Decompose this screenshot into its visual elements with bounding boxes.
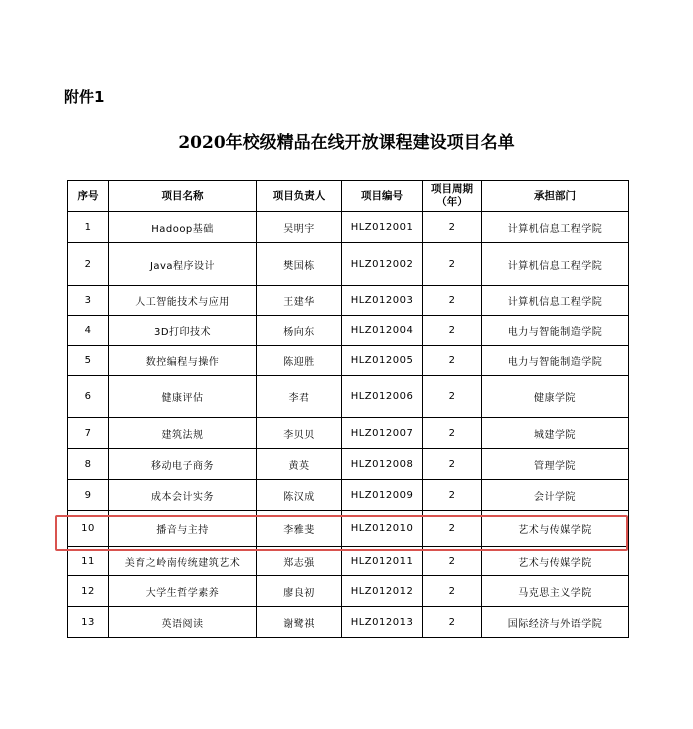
row-leader: 黄英 <box>257 449 342 480</box>
row-period: 2 <box>423 212 482 243</box>
row-project-name: 大学生哲学素养 <box>109 576 257 607</box>
row-project-name: 人工智能技术与应用 <box>109 286 257 316</box>
row-period: 2 <box>423 576 482 607</box>
table-row <box>68 376 629 418</box>
row-department: 会计学院 <box>482 480 629 511</box>
document-title: 2020年校级精品在线开放课程建设项目名单 <box>178 133 515 153</box>
row-department: 电力与智能制造学院 <box>482 346 629 376</box>
row-code: HLZ012013 <box>342 607 423 638</box>
table-row <box>68 576 629 607</box>
row-code: HLZ012006 <box>342 376 423 418</box>
row-project-name: Hadoop基础 <box>109 212 257 243</box>
table-row <box>68 316 629 346</box>
row-index: 5 <box>68 346 109 376</box>
row-code: HLZ012007 <box>342 418 423 449</box>
row-department: 计算机信息工程学院 <box>482 243 629 286</box>
row-leader: 郑志强 <box>257 547 342 576</box>
row-index: 7 <box>68 418 109 449</box>
row-index: 2 <box>68 243 109 286</box>
row-project-name: 健康评估 <box>109 376 257 418</box>
row-project-name: Java程序设计 <box>109 243 257 286</box>
row-code: HLZ012011 <box>342 547 423 576</box>
row-leader: 王建华 <box>257 286 342 316</box>
row-department: 马克思主义学院 <box>482 576 629 607</box>
row-period: 2 <box>423 376 482 418</box>
row-project-name: 数控编程与操作 <box>109 346 257 376</box>
table-row <box>68 346 629 376</box>
row-period: 2 <box>423 511 482 547</box>
row-index: 3 <box>68 286 109 316</box>
table-row <box>68 607 629 638</box>
row-department: 电力与智能制造学院 <box>482 316 629 346</box>
row-leader: 谢鹭祺 <box>257 607 342 638</box>
row-project-name: 移动电子商务 <box>109 449 257 480</box>
table-row <box>68 243 629 286</box>
table-row <box>68 480 629 511</box>
row-code: HLZ012008 <box>342 449 423 480</box>
table-row <box>68 449 629 480</box>
row-project-name: 播音与主持 <box>109 511 257 547</box>
row-leader: 廖良初 <box>257 576 342 607</box>
col-header-index: 序号 <box>68 181 109 212</box>
row-department: 城建学院 <box>482 418 629 449</box>
row-code: HLZ012012 <box>342 576 423 607</box>
row-department: 健康学院 <box>482 376 629 418</box>
row-index: 12 <box>68 576 109 607</box>
table-row <box>68 212 629 243</box>
row-leader: 樊国栋 <box>257 243 342 286</box>
col-header-dept: 承担部门 <box>482 181 629 212</box>
row-department: 管理学院 <box>482 449 629 480</box>
row-period: 2 <box>423 316 482 346</box>
row-index: 11 <box>68 547 109 576</box>
row-leader: 李贝贝 <box>257 418 342 449</box>
row-code: HLZ012001 <box>342 212 423 243</box>
row-department: 国际经济与外语学院 <box>482 607 629 638</box>
col-header-code: 项目编号 <box>342 181 423 212</box>
table-row <box>68 511 629 547</box>
row-department: 计算机信息工程学院 <box>482 212 629 243</box>
row-department: 计算机信息工程学院 <box>482 286 629 316</box>
row-index: 8 <box>68 449 109 480</box>
attachment-label: 附件1 <box>64 88 105 106</box>
row-period: 2 <box>423 286 482 316</box>
row-index: 4 <box>68 316 109 346</box>
table-row <box>68 286 629 316</box>
row-project-name: 成本会计实务 <box>109 480 257 511</box>
col-header-name: 项目名称 <box>109 181 257 212</box>
row-index: 1 <box>68 212 109 243</box>
row-code: HLZ012009 <box>342 480 423 511</box>
row-code: HLZ012002 <box>342 243 423 286</box>
row-department: 艺术与传媒学院 <box>482 511 629 547</box>
col-header-leader: 项目负责人 <box>257 181 342 212</box>
row-code: HLZ012003 <box>342 286 423 316</box>
row-period: 2 <box>423 346 482 376</box>
row-leader: 杨向东 <box>257 316 342 346</box>
row-leader: 吴明宇 <box>257 212 342 243</box>
row-code: HLZ012004 <box>342 316 423 346</box>
row-project-name: 3D打印技术 <box>109 316 257 346</box>
row-project-name: 美育之岭南传统建筑艺术 <box>109 547 257 576</box>
row-period: 2 <box>423 480 482 511</box>
row-code: HLZ012005 <box>342 346 423 376</box>
col-header-period: 项目周期 （年） <box>423 181 482 212</box>
row-leader: 李君 <box>257 376 342 418</box>
row-project-name: 英语阅读 <box>109 607 257 638</box>
row-period: 2 <box>423 547 482 576</box>
row-period: 2 <box>423 449 482 480</box>
project-table <box>67 180 629 638</box>
row-period: 2 <box>423 418 482 449</box>
row-leader: 李雅斐 <box>257 511 342 547</box>
row-leader: 陈迎胜 <box>257 346 342 376</box>
row-period: 2 <box>423 243 482 286</box>
row-leader: 陈汉成 <box>257 480 342 511</box>
row-index: 6 <box>68 376 109 418</box>
row-project-name: 建筑法规 <box>109 418 257 449</box>
table-header-row <box>68 181 629 212</box>
table-row <box>68 547 629 576</box>
row-period: 2 <box>423 607 482 638</box>
row-index: 10 <box>68 511 109 547</box>
table-row <box>68 418 629 449</box>
row-index: 9 <box>68 480 109 511</box>
row-code: HLZ012010 <box>342 511 423 547</box>
row-index: 13 <box>68 607 109 638</box>
row-department: 艺术与传媒学院 <box>482 547 629 576</box>
